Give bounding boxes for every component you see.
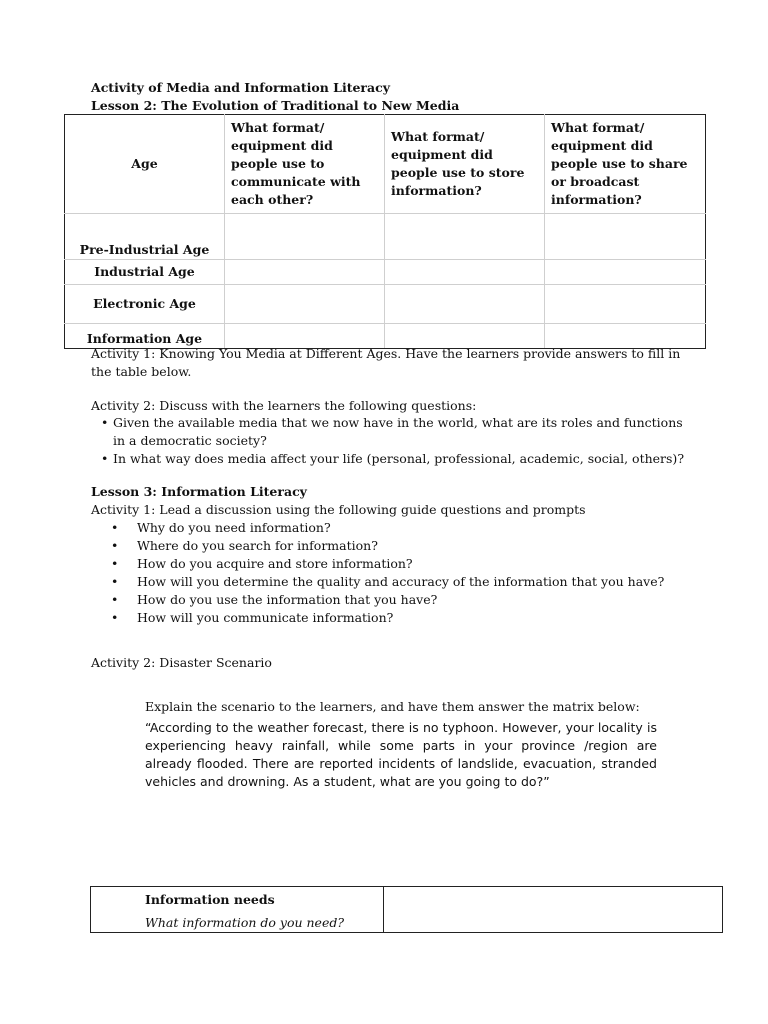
answer-cell[interactable] [545, 285, 706, 324]
activity1-instruction: Activity 1: Knowing You Media at Different Ages. Have the learners provide answers to fill in the table below. [91, 346, 681, 379]
list-item: • Where do you search for information? [111, 538, 378, 553]
scenario-quote: “According to the weather forecast, there is no typhoon. However, your locality is experiencing heavy rainfall, while some parts in your province /region are already flooded. There are reported incidents of landslide, evacuation, stranded vehicles and drowning. As a student, what are you going to do?” [145, 720, 657, 789]
answer-cell[interactable] [385, 214, 545, 260]
row-label-information: Information Age [65, 324, 225, 349]
answer-cell[interactable] [545, 214, 706, 260]
list-item: • How do you acquire and store information? [111, 556, 413, 571]
lesson2-title: Lesson 2: The Evolution of Traditional to New Media [91, 98, 460, 113]
bullet-icon: • [111, 592, 119, 607]
bullet-icon: • [111, 556, 119, 571]
information-needs-matrix [90, 886, 723, 933]
table-row [65, 260, 706, 285]
answer-cell[interactable] [225, 214, 385, 260]
row-label-industrial: Industrial Age [65, 260, 225, 285]
row-label-pre-industrial: Pre-Industrial Age [65, 214, 225, 260]
activity2-questions [91, 414, 691, 468]
media-ages-table [64, 114, 706, 349]
scenario-instruction: Explain the scenario to the learners, and have them answer the matrix below: [145, 699, 640, 714]
answer-cell[interactable] [225, 285, 385, 324]
header-store: What format/ equipment did people use to store information? [385, 115, 545, 214]
list-item: • In what way does media affect your life (personal, professional, academic, social, others)? [101, 451, 685, 466]
matrix-label: Information needs [145, 892, 275, 907]
answer-cell[interactable] [225, 260, 385, 285]
table-header-row [65, 115, 706, 214]
header-share: What format/ equipment did people use to share or broadcast information? [545, 115, 706, 214]
answer-cell[interactable] [384, 887, 723, 933]
table-row [65, 214, 706, 260]
lesson3-title: Lesson 3: Information Literacy [91, 484, 307, 499]
answer-cell[interactable] [385, 260, 545, 285]
list-item: • How will you communicate information? [111, 610, 394, 625]
list-item: • Why do you need information? [111, 520, 331, 535]
header-communicate: What format/ equipment did people use to communicate with each other? [225, 115, 385, 214]
bullet-icon: • [101, 451, 109, 466]
scenario-block [145, 698, 657, 791]
lesson3-activity2: Activity 2: Disaster Scenario [91, 655, 272, 670]
matrix-label-cell [91, 887, 384, 933]
document-title: Activity of Media and Information Literacy [91, 80, 390, 95]
list-item: • How will you determine the quality and accuracy of the information that you have? [111, 574, 665, 589]
matrix-prompt: What information do you need? [145, 915, 345, 930]
bullet-icon: • [111, 520, 119, 535]
answer-cell[interactable] [545, 260, 706, 285]
list-item: • Given the available media that we now have in the world, what are its roles and functions in a democratic society? [101, 415, 683, 448]
bullet-icon: • [111, 538, 119, 553]
header-age: Age [65, 115, 225, 214]
list-item: • How do you use the information that you have? [111, 592, 438, 607]
activity2-intro: Activity 2: Discuss with the learners the following questions: [91, 398, 477, 413]
lesson3-activity1: Activity 1: Lead a discussion using the following guide questions and prompts [91, 502, 586, 517]
answer-cell[interactable] [385, 285, 545, 324]
bullet-icon: • [101, 415, 109, 430]
row-label-electronic: Electronic Age [65, 285, 225, 324]
bullet-icon: • [111, 610, 119, 625]
bullet-icon: • [111, 574, 119, 589]
guide-questions [91, 519, 691, 627]
table-row [65, 285, 706, 324]
